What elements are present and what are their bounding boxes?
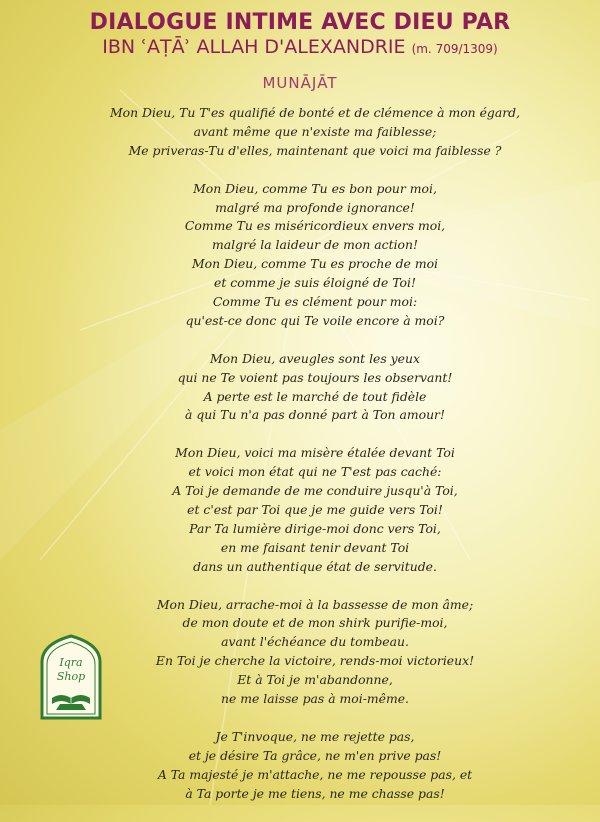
author-dates: (m. 709/1309) xyxy=(411,42,498,56)
poem-line: et voici mon état qui ne T'est pas caché: xyxy=(188,464,442,480)
logo-text-line2: Shop xyxy=(56,670,86,683)
stanza xyxy=(95,180,535,331)
poem-line: qui ne Te voient pas toujours les observant! xyxy=(177,369,453,385)
stanza xyxy=(95,104,535,161)
poem-line: qu'est-ce donc qui Te voile encore à moi? xyxy=(185,312,445,328)
poem-line: dans un authentique état de servitude. xyxy=(193,558,437,574)
poem-line: et c'est par Toi que je me guide vers Toi! xyxy=(187,501,443,517)
page-title: DIALOGUE INTIME AVEC DIEU PAR xyxy=(89,10,511,35)
poem-line: Me priveras-Tu d'elles, maintenant que voici ma faiblesse ? xyxy=(128,142,502,158)
iqra-shop-logo xyxy=(38,632,104,720)
poem-line: avant même que n'existe ma faiblesse; xyxy=(193,123,437,139)
author-name: IBN ʿAṬĀʾ ALLAH D'ALEXANDRIE xyxy=(102,36,406,58)
logo-text-line1: Iqra xyxy=(59,656,83,669)
poem-line: Mon Dieu, voici ma misère étalée devant Toi xyxy=(175,445,455,461)
stanza xyxy=(95,350,535,426)
poem-line: A perte est le marché de tout fidèle xyxy=(203,388,427,404)
poem-line: Mon Dieu, arrache-moi à la bassesse de mon âme; xyxy=(156,596,474,612)
poem-line: Comme Tu es miséricordieux envers moi, xyxy=(184,218,446,234)
poem-line: Je T'invoque, ne me rejette pas, xyxy=(215,728,415,744)
stanza xyxy=(95,596,535,709)
poem-line: Et à Toi je m'abandonne, xyxy=(237,672,393,688)
poem-line: A Toi je demande de me conduire jusqu'à Toi, xyxy=(172,483,458,499)
poem-line: et je désire Ta grâce, ne m'en prive pas! xyxy=(188,747,442,763)
poem-line: Mon Dieu, Tu T'es qualifié de bonté et de clémence à mon égard, xyxy=(109,105,521,120)
poem-line: Mon Dieu, comme Tu es proche de moi xyxy=(191,256,439,272)
poem-line: A Ta majesté je m'attache, ne me repousse pas, et xyxy=(157,766,473,782)
poem-line: à qui Tu n'a pas donné part à Ton amour! xyxy=(185,407,445,423)
poem-line: en me faisant tenir devant Toi xyxy=(220,539,410,555)
poem-text xyxy=(95,104,535,822)
poem-line: Comme Tu es clément pour moi: xyxy=(212,294,418,310)
subtitle: MUNĀJĀT xyxy=(262,74,338,92)
stanza xyxy=(95,728,535,804)
poem-line: à Ta porte je me tiens, ne me chasse pas! xyxy=(185,785,445,801)
stanza xyxy=(95,444,535,576)
poem-line: En Toi je cherche la victoire, rends-moi victorieux! xyxy=(155,653,475,669)
poem-line: malgré la laideur de mon action! xyxy=(212,237,418,253)
author-line xyxy=(0,36,600,58)
poem-line: Mon Dieu, aveugles sont les yeux xyxy=(210,350,420,366)
poem-line: ne me laisse pas à moi-même. xyxy=(221,691,409,707)
poem-line: et comme je suis éloigné de Toi! xyxy=(214,275,416,291)
poem-line: malgré ma profonde ignorance! xyxy=(215,199,415,215)
poem-line: Par Ta lumière dirige-moi donc vers Toi, xyxy=(189,520,441,536)
poem-line: de mon doute et de mon shirk purifie-moi, xyxy=(182,615,448,631)
poem-line: Mon Dieu, comme Tu es bon pour moi, xyxy=(193,180,437,196)
poem-line: avant l'échéance du tombeau. xyxy=(221,634,409,650)
